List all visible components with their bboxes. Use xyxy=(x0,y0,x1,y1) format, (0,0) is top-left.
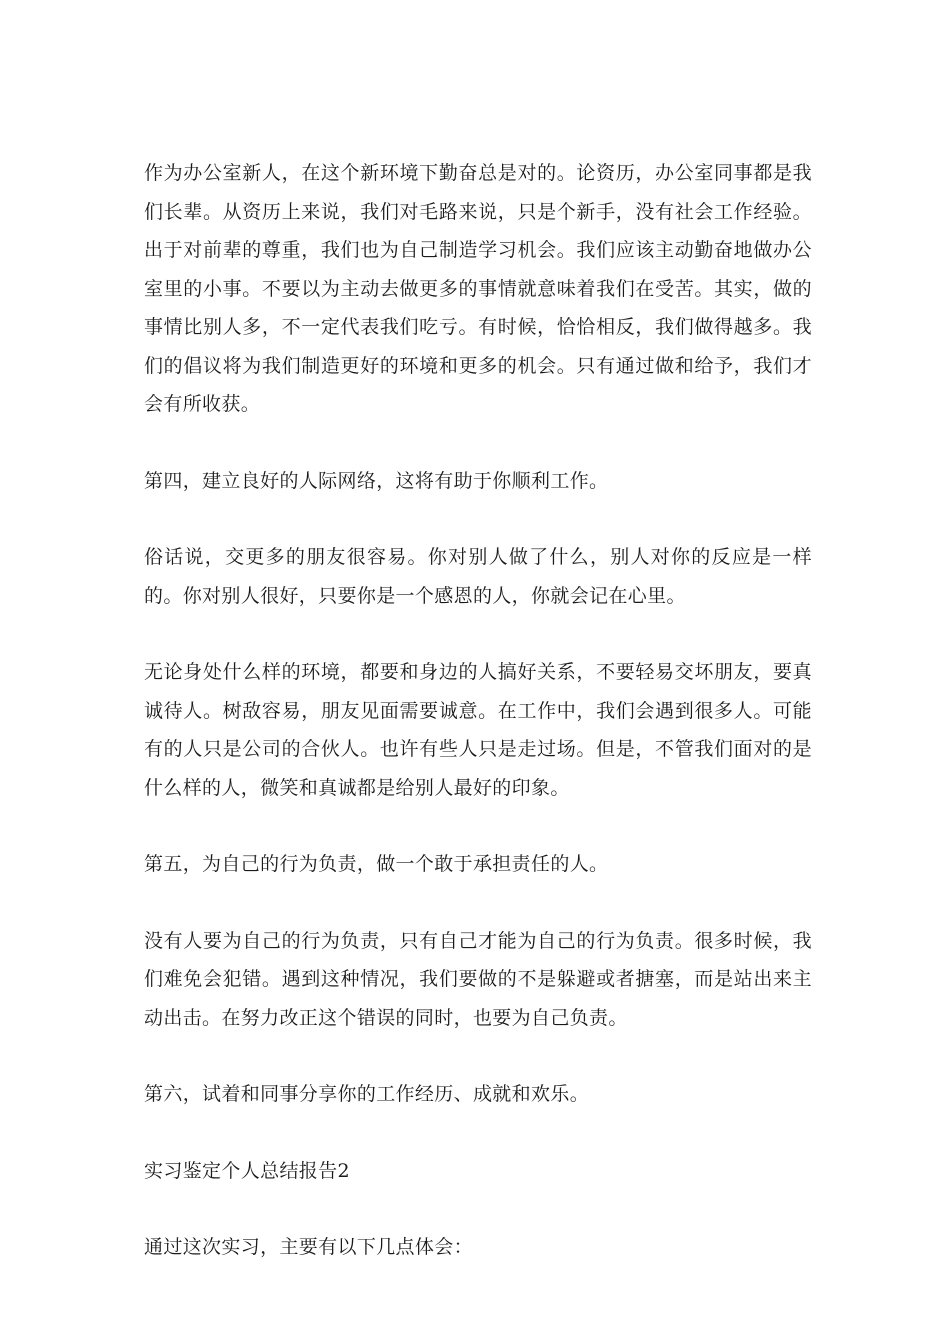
document-page xyxy=(144,154,812,1267)
report-title: 实习鉴定个人总结报告2 xyxy=(144,1159,350,1182)
paragraph-diligence: 作为办公室新人，在这个新环境下勤奋总是对的。论资历，办公室同事都是我们长辈。从资历上来说，我们对毛路来说，只是个新手，没有社会工作经验。出于对前辈的尊重，我们也为自己制造学习机会。我们应该主动勤奋地做办公室里的小事。不要以为主动去做更多的事情就意味着我们在受苦。其实，做的事情比别人多，不一定代表我们吃亏。有时候，恰恰相反，我们做得越多。我们的倡议将为我们制造更好的环境和更多的机会。只有通过做和给予，我们才会有所收获。 xyxy=(144,162,812,415)
point-six-heading: 第六，试着和同事分享你的工作经历、成就和欢乐。 xyxy=(144,1083,590,1105)
point-five-heading: 第五，为自己的行为负责，做一个敢于承担责任的人。 xyxy=(144,853,609,875)
paragraph-relationships: 无论身处什么样的环境，都要和身边的人搞好关系，不要轻易交坏朋友，要真诚待人。树敌容易，朋友见面需要诚意。在工作中，我们会遇到很多人。可能有的人只是公司的合伙人。也许有些人只是走过场。但是，不管我们面对的是什么样的人，微笑和真诚都是给别人最好的印象。 xyxy=(144,661,812,799)
paragraph-friends: 俗话说，交更多的朋友很容易。你对别人做了什么，别人对你的反应是一样的。你对别人很好，只要你是一个感恩的人，你就会记在心里。 xyxy=(144,546,812,607)
point-four-heading: 第四，建立良好的人际网络，这将有助于你顺利工作。 xyxy=(144,469,609,492)
paragraph-experience-intro: 通过这次实习，主要有以下几点体会： xyxy=(144,1236,473,1258)
paragraph-responsibility: 没有人要为自己的行为负责，只有自己才能为自己的行为负责。很多时候，我们难免会犯错。遇到这种情况，我们要做的不是躲避或者搪塞，而是站出来主动出击。在努力改正这个错误的同时，也要为自己负责。 xyxy=(144,929,812,1029)
